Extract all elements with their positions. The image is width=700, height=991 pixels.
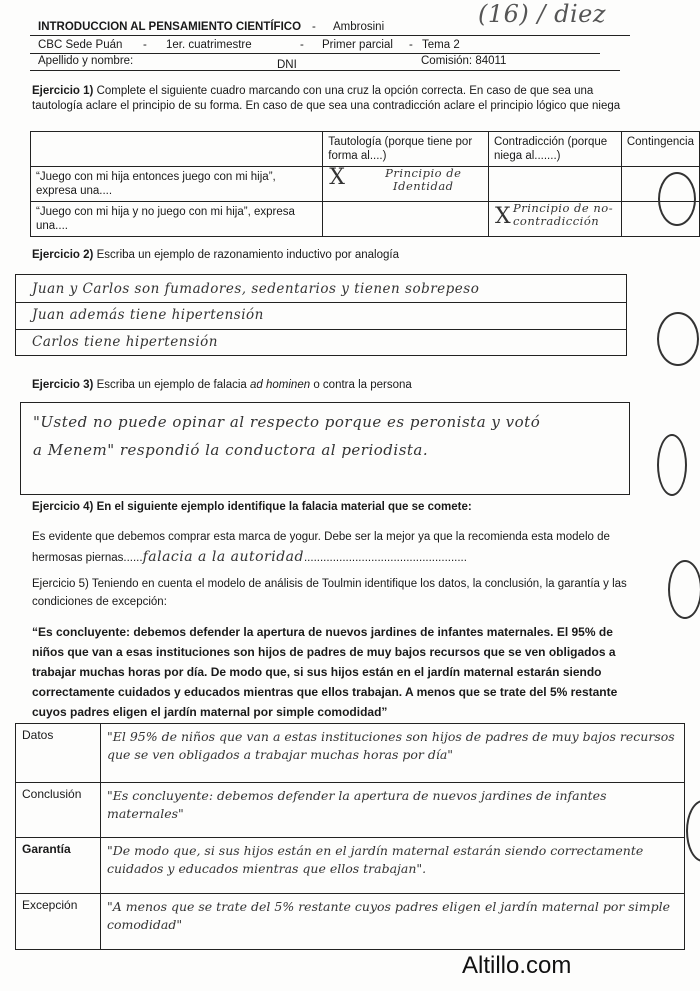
ej4-statement: Es evidente que debemos comprar esta marca de yogur. Debe ser la mejor ya que la recomienda esta modelo de hermosas piernas [32,531,610,564]
ej1-row2-cross-mark: X [494,204,512,229]
header-dash: - [300,39,304,51]
ej5-title: Ejercicio 5) [32,578,89,590]
ej1-row2-contradiccion-cell [488,202,621,237]
watermark: Altillo.com [462,952,572,979]
ej4-text [32,527,632,568]
ej5-side-circle [686,800,700,862]
ej3-prompt-emphasis: ad hominen [250,379,311,391]
ej1-col-tautologia: Tautología (porque tiene por forma al....) [323,132,489,167]
grade-scribble: (16) / diez [478,0,606,28]
ej4-answer: falacia a la autoridad [142,549,304,565]
header-dash: - [143,39,147,51]
ej3-answer-box [20,402,630,495]
ej1-table [30,131,700,237]
ej4-prompt-text: En el siguiente ejemplo identifique la falacia material que se comete: [96,501,472,513]
ej3-title: Ejercicio 3) [32,379,94,391]
tema-label: Tema 2 [422,39,460,51]
ej1-row1-answer: Principio de Identidad [385,166,462,193]
site-label: CBC Sede Puán [38,39,123,51]
ej5-prompt-text: Teniendo en cuenta el modelo de análisis de Toulmin identifique los datos, la conclusión, la garantía y las condiciones de excepción: [32,578,627,608]
header-rule [30,35,630,36]
ej3-answer-line: "Usted no puede opinar al respecto porque es peronista y votó [33,413,541,431]
ej1-row1-contradiccion-cell [488,167,621,202]
ej1-prompt-text: Complete el siguiente cuadro marcando con una cruz la opción correcta. En caso de que sea una tautología aclare el principio de su forma. En caso de que sea una contradicción aclare el principio lógico que niega [32,85,621,112]
dni-label: DNI [277,59,297,71]
ej3-prompt-a: Escriba un ejemplo de falacia [96,379,247,391]
ej2-rule [16,302,626,303]
ej1-row1-tautologia-cell [323,167,489,202]
ej5-label-datos: Datos [16,724,101,783]
ej5-grade-circle [668,560,700,619]
ej5-label-garantia: Garantía [16,838,101,894]
ej2-prompt [32,249,399,261]
ej5-label-conclusion: Conclusión [16,783,101,838]
ej3-prompt-b: o contra la persona [313,379,412,391]
ej4-prompt [32,501,472,513]
header-rule [30,70,620,71]
ej2-answer-line: Juan y Carlos son fumadores, sedentarios y tienen sobrepeso [32,281,480,297]
ej3-grade-circle [657,434,687,496]
ej2-answer-box [15,274,627,356]
header-dash: - [409,39,413,51]
ej5-quote: “Es concluyente: debemos defender la apertura de nuevos jardines de infantes maternales. El 95% de niños que van a esas instituciones son hijos de padres de muy bajos recursos que se ven obligados a trabajar muchas horas por día. De modo que, si sus hijos están en el jardín maternal estarán siendo correctamente cuidados y educados mientras que ellos trabajan. A menos que se trate del 5% restante cuyos padres eligen el jardín maternal por simple comodidad” [32,625,618,719]
ej5-toulmin-table [15,723,685,950]
ej4-title: Ejercicio 4) [32,501,94,513]
ej5-prompt [32,575,642,611]
ej2-answer-line: Carlos tiene hipertensión [32,334,218,350]
term-label: 1er. cuatrimestre [166,39,252,51]
header-dash: - [312,21,316,33]
ej3-answer-line: a Menem" respondió la conductora al periodista. [33,441,429,459]
ej1-row1-cross-mark: X [329,165,346,190]
ej5-value-excepcion: "A menos que se trate del 5% restante cuyos padres eligen el jardín maternal por simple comodidad" [101,894,685,950]
course-title: INTRODUCCION AL PENSAMIENTO CIENTÍFICO [38,21,302,33]
ej1-row1-statement: “Juego con mi hija entonces juego con mi hija”, expresa una.... [31,167,323,202]
ej1-row2-statement: “Juego con mi hija y no juego con mi hija”, expresa una.... [31,202,323,237]
ej1-header-blank [31,132,323,167]
ej1-title: Ejercicio 1) [32,85,94,97]
ej2-answer-line: Juan además tiene hipertensión [32,307,264,323]
ej4-tail-dots: ................................................... [303,552,467,564]
ej1-grade-circle [658,172,696,226]
ej1-col-contingencia: Contingencia [621,132,699,167]
ej3-prompt [32,379,412,391]
ej1-row2-tautologia-cell [323,202,489,237]
ej2-rule [16,329,626,330]
ej5-value-conclusion: "Es concluyente: debemos defender la apertura de nuevos jardines de infantes maternales" [101,783,685,838]
ej1-prompt [32,84,632,114]
ej1-row2-answer: Principio de no-contradicción [512,201,614,228]
ej4-dots: ...... [123,552,143,564]
ej5-value-garantia: "De modo que, si sus hijos están en el jardín maternal estarán siendo correctamente cuidados y educados mientras que ellos trabajan". [101,838,685,894]
ej2-grade-circle [657,312,699,366]
name-label: Apellido y nombre: [38,55,134,67]
commission-label: Comisión: 84011 [421,55,507,67]
ej5-value-datos: "El 95% de niños que van a estas instituciones son hijos de padres de muy bajos recursos que se ven obligados a trabajar muchas horas por día" [101,724,685,783]
professor-name: Ambrosini [333,21,385,33]
ej2-prompt-text: Escriba un ejemplo de razonamiento inductivo por analogía [96,249,399,261]
ej1-col-contradiccion: Contradicción (porque niega al.......) [488,132,621,167]
ej5-label-excepcion: Excepción [16,894,101,950]
ej2-title: Ejercicio 2) [32,249,94,261]
exam-label: Primer parcial [322,39,393,51]
header-rule [30,53,600,54]
